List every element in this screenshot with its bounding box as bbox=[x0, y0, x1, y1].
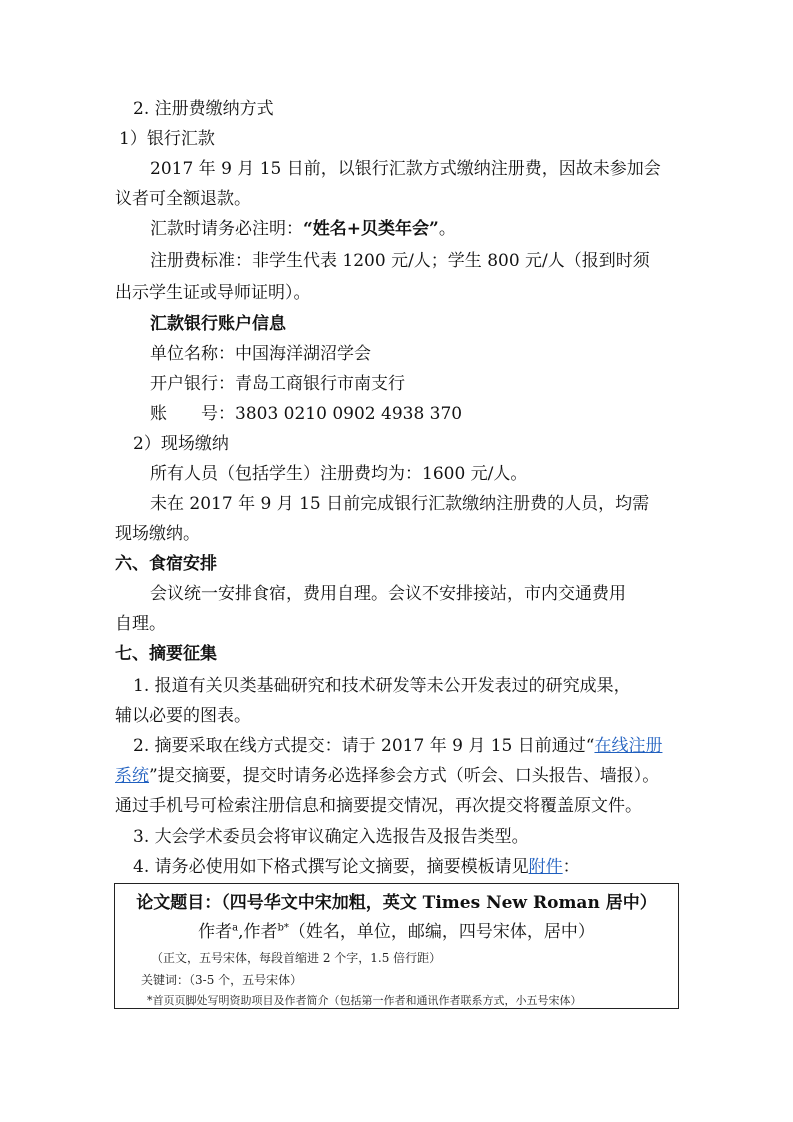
bank-account: 账 号：3803 0210 0902 4938 370 bbox=[150, 404, 463, 424]
bank-unit-name: 单位名称：中国海洋湖沼学会 bbox=[150, 344, 371, 364]
item-2-line1 bbox=[133, 735, 662, 757]
subsection-onsite: 2）现场缴纳 bbox=[133, 434, 229, 454]
item-1-line1: 1. 报道有关贝类基础研究和技术研发等未公开发表过的研究成果， bbox=[133, 676, 631, 696]
template-body-note: （正文，五号宋体，每段首缩进 2 个字，1.5 倍行距） bbox=[151, 951, 442, 965]
author-note: （姓名，单位，邮编，四号宋体，居中） bbox=[288, 922, 595, 942]
author-sup-a: a bbox=[232, 922, 239, 934]
item-3: 3. 大会学术委员会将审议确定入选报告及报告类型。 bbox=[133, 827, 529, 847]
lodging-line1: 会议统一安排食宿，费用自理。会议不安排接站，市内交通费用 bbox=[150, 584, 626, 604]
attachment-link[interactable]: 附件 bbox=[528, 857, 563, 877]
author-label: 作者 bbox=[198, 922, 233, 942]
section-7-heading: 七、摘要征集 bbox=[115, 644, 217, 664]
item-4 bbox=[133, 856, 580, 878]
paragraph-deadline-line1: 2017 年 9 月 15 日前，以银行汇款方式缴纳注册费，因故未参加会 bbox=[150, 159, 661, 179]
remark-end: 。 bbox=[438, 219, 456, 239]
item-2-text-cont: ”提交摘要，提交时请务必选择参会方式（听会、口头报告、墙报）。 bbox=[149, 766, 660, 786]
item-2-line3: 通过手机号可检索注册信息和摘要提交情况，再次提交将覆盖原文件。 bbox=[115, 796, 642, 816]
remark-bold: “姓名+贝类年会” bbox=[303, 219, 439, 239]
bank-info-heading: 汇款银行账户信息 bbox=[150, 314, 286, 334]
paragraph-deadline-line2: 议者可全额退款。 bbox=[115, 189, 251, 209]
onsite-fee: 所有人员（包括学生）注册费均为：1600 元/人。 bbox=[150, 464, 528, 484]
bank-branch: 开户银行：青岛工商银行市南支行 bbox=[150, 374, 405, 394]
remark-text: 汇款时请务必注明： bbox=[150, 219, 303, 239]
paragraph-fee-line1: 注册费标准：非学生代表 1200 元/人；学生 800 元/人（报到时须 bbox=[150, 251, 650, 271]
online-registration-link[interactable]: 在线注册 bbox=[594, 736, 663, 756]
template-footnote: *首页页脚处写明资助项目及作者简介（包括第一作者和通讯作者联系方式，小五号宋体） bbox=[147, 994, 582, 1007]
lodging-line2: 自理。 bbox=[115, 614, 166, 634]
item-2-line2 bbox=[115, 765, 659, 787]
paragraph-remark bbox=[150, 218, 456, 240]
item-2-text: 2. 摘要采取在线方式提交：请于 2017 年 9 月 15 日前通过“ bbox=[133, 736, 595, 756]
paragraph-fee-line2: 出示学生证或导师证明）。 bbox=[115, 283, 311, 303]
item-4-end: ： bbox=[562, 857, 580, 877]
template-authors bbox=[115, 917, 678, 942]
section-6-heading: 六、食宿安排 bbox=[115, 554, 217, 574]
onsite-note-line1: 未在 2017 年 9 月 15 日前完成银行汇款缴纳注册费的人员，均需 bbox=[150, 494, 650, 514]
abstract-template-box bbox=[114, 883, 679, 1009]
onsite-note-line2: 现场缴纳。 bbox=[115, 524, 200, 544]
template-title: 论文题目：（四号华文中宋加粗，英文 Times New Roman 居中） bbox=[136, 893, 657, 913]
subsection-bank-transfer: 1）银行汇款 bbox=[119, 129, 215, 149]
online-registration-link-cont[interactable]: 系统 bbox=[115, 766, 149, 786]
author-label-2: ,作者 bbox=[238, 922, 278, 942]
item-4-text: 4. 请务必使用如下格式撰写论文摘要，摘要模板请见 bbox=[133, 857, 529, 877]
section-2-heading: 2. 注册费缴纳方式 bbox=[133, 99, 274, 119]
item-1-line2: 辅以必要的图表。 bbox=[115, 706, 251, 726]
template-keywords-note: 关键词：（3-5 个，五号宋体） bbox=[141, 973, 303, 987]
author-sup-b: b* bbox=[277, 922, 289, 934]
